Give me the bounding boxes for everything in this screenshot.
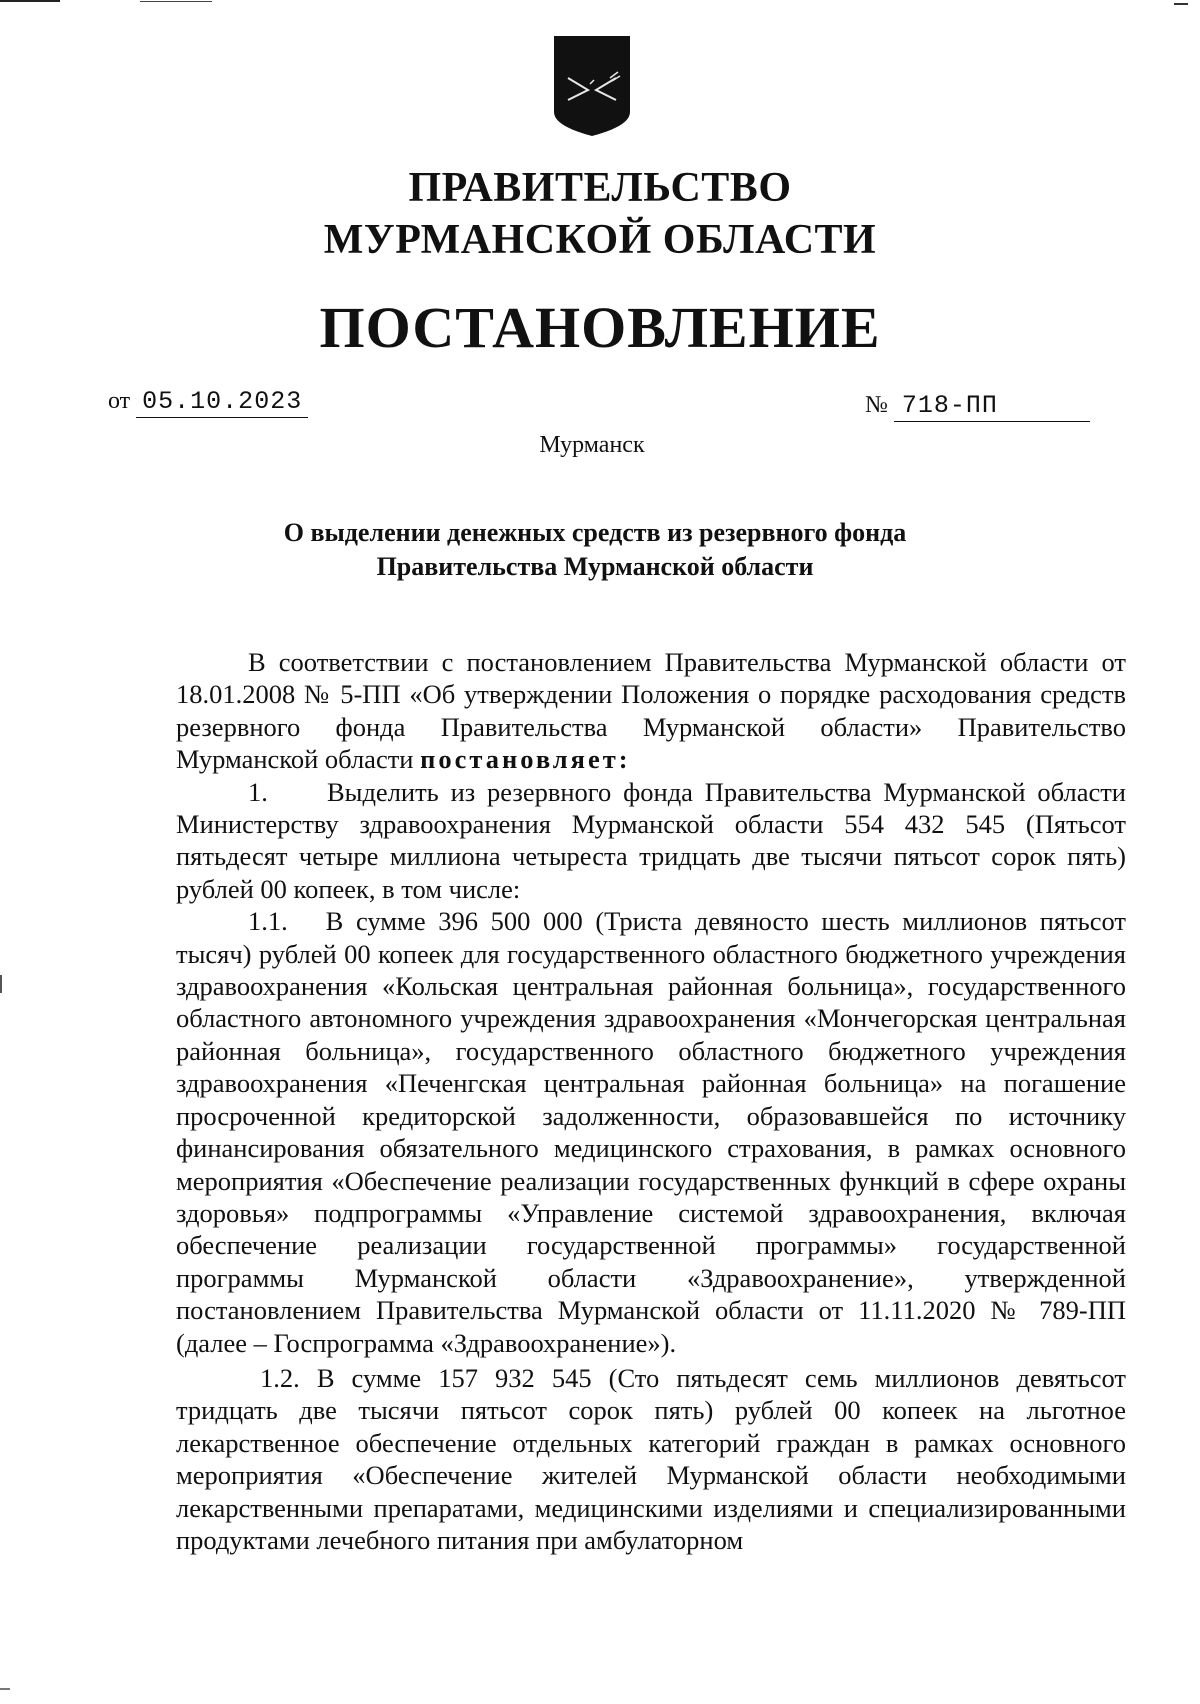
scan-artifact [1174, 3, 1188, 5]
subject-line-2: Правительства Мурманской области [376, 552, 814, 581]
coat-of-arms-icon [552, 34, 632, 138]
document-subject [0, 516, 1190, 584]
scan-artifact [0, 1688, 10, 1690]
item-text: В сумме 157 932 545 (Сто пятьдесят семь миллионов девятьсот тридцать две тысячи пятьсот сорок пять) рублей 00 копеек на льготное лекарственное обеспечение отдельных категорий граждан в рамках основного мероприятия «Обеспечение жителей Мурманской области необходимыми лекарственными препаратами, медицинскими изделиями и специализированными продуктами лечебного питания при амбулаторном [176, 1362, 1126, 1555]
item-text: Выделить из резервного фонда Правительства Мурманской области Министерству здравоохранения Мурманской области 554 432 545 (Пятьсот пятьдесят четыре миллиона четыреста тридцать две тысячи пятьсот сорок пять) рублей 00 копеек, в том числе: [176, 776, 1126, 904]
decree-colon: : [618, 744, 628, 775]
subject-line-1: О выделении денежных средств из резервного фонда [283, 518, 907, 547]
preamble-text: В соответствии с постановлением Правительства Мурманской области от 18.01.2008 № 5-ПП «Об утверждении Положения о порядке расходования средств резервного фонда Правительства Мурманской области» Правительство Мурманской области [176, 647, 1126, 775]
org-line-2: МУРМАНСКОЙ ОБЛАСТИ [323, 217, 877, 263]
scan-artifact [0, 975, 2, 993]
document-date [108, 386, 308, 418]
scan-artifact [140, 1, 212, 2]
decree-word: постановляет [420, 744, 619, 775]
document-body [176, 646, 1126, 1556]
paragraph-item-1 [176, 776, 1126, 906]
date-value: 05.10.2023 [136, 387, 308, 418]
number-prefix: № [865, 392, 888, 418]
org-line-1: ПРАВИТЕЛЬСТВО [408, 165, 792, 211]
scan-artifact [0, 0, 60, 2]
organization-title [0, 162, 1200, 266]
city-name: Мурманск [539, 432, 645, 458]
number-value: 718-ПП [894, 391, 1090, 422]
paragraph-item-1-2 [176, 1362, 1126, 1556]
document-type: ПОСТАНОВЛЕНИЕ [319, 295, 881, 360]
paragraph-item-1-1 [176, 905, 1126, 1359]
item-number: 1. [248, 776, 268, 807]
item-number: 1.2. [260, 1362, 300, 1393]
date-prefix: от [108, 388, 131, 414]
item-number: 1.1. [248, 906, 288, 937]
item-text: В сумме 396 500 000 (Триста девяносто шесть миллионов пятьсот тысяч) рублей 00 копеек для государственного областного бюджетного учреждения здравоохранения «Кольская центральная районная больница», государственного областного автономного учреждения здравоохранения «Мончегорская центральная районная больница», государственного областного бюджетного учреждения здравоохранения «Печенгская центральная районная больница» на погашение просроченной кредиторской задолженности, образовавшейся по источнику финансирования обязательного медицинского страхования, в рамках основного мероприятия «Обеспечение реализации государственных функций в сфере охраны здоровья» подпрограммы «Управление системой здравоохранения, включая обеспечение реализации государственной программы» государственной программы Мурманской области «Здравоохранение», утвержденной постановлением Правительства Мурманской области от 11.11.2020 № 789-ПП (далее – Госпрограмма «Здравоохранение»). [176, 906, 1126, 1358]
preamble-paragraph [176, 646, 1126, 776]
document-number [865, 390, 1090, 422]
